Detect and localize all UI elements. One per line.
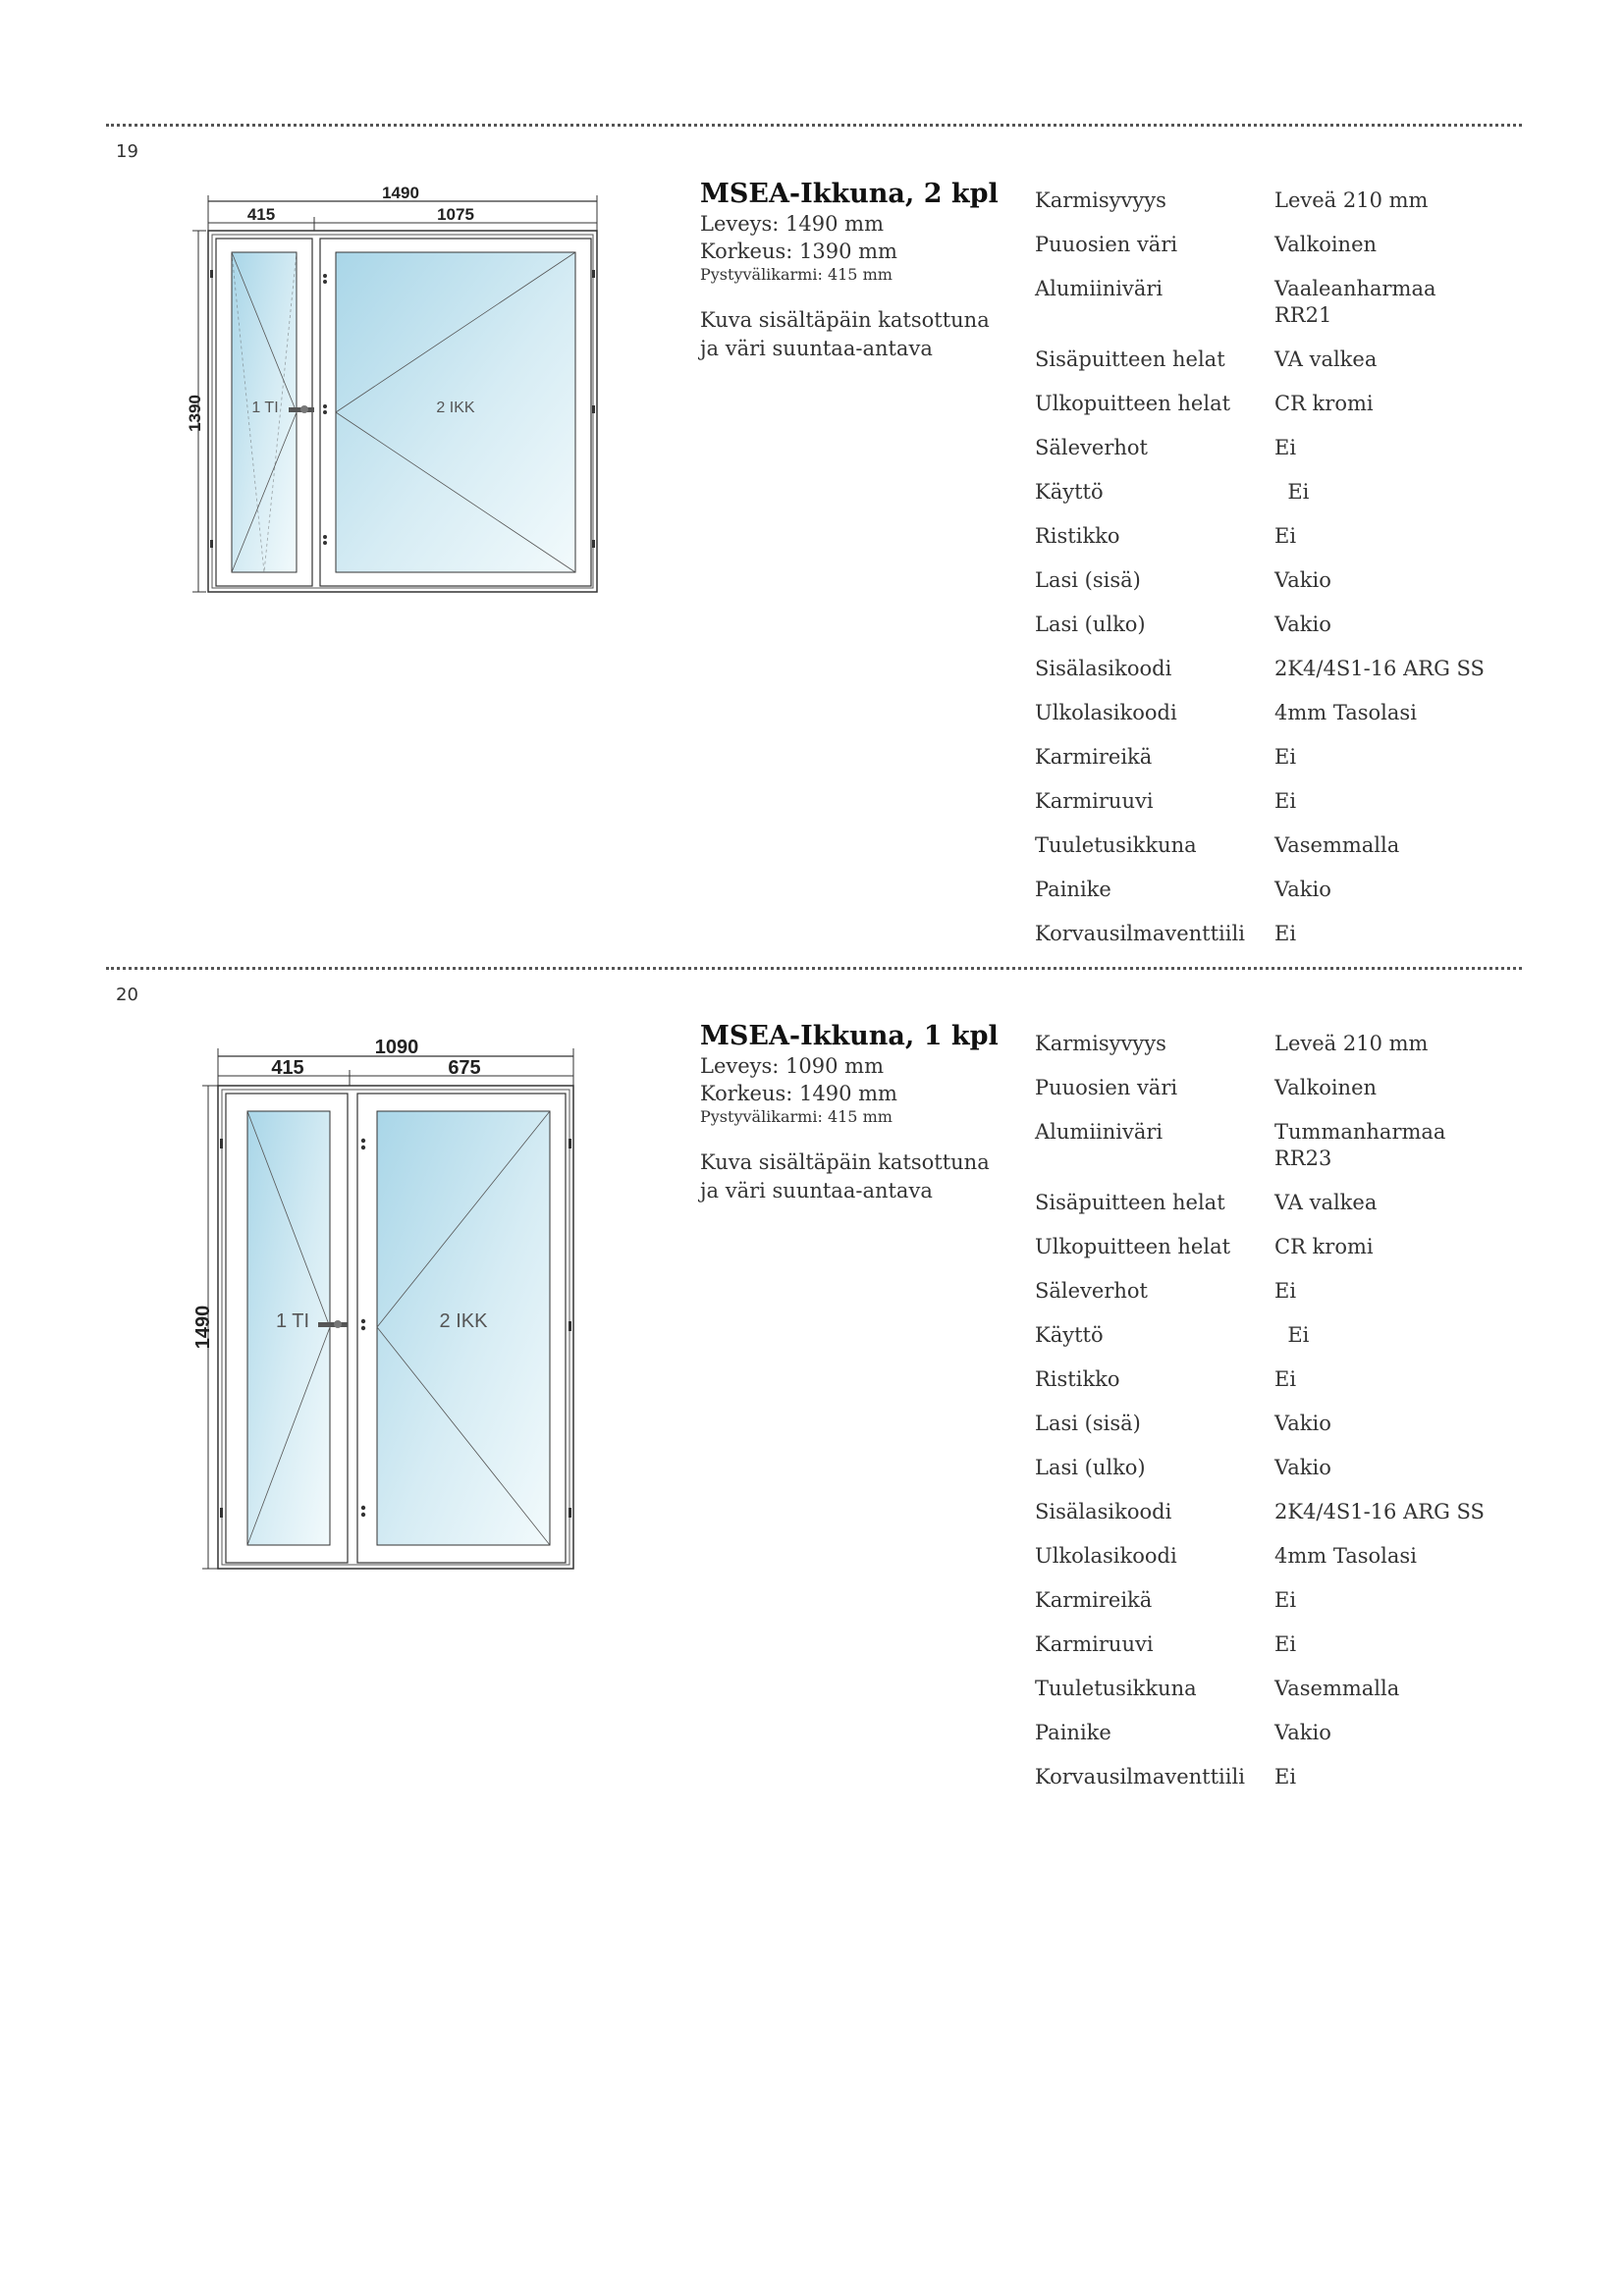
- window-drawing: [157, 182, 619, 608]
- spec-value: Ei: [1274, 922, 1297, 945]
- spec-row: [1035, 276, 1526, 329]
- item-note-line: Kuva sisältäpäin katsottuna: [700, 308, 990, 332]
- spec-key: Käyttö: [1035, 480, 1104, 504]
- spec-value: CR kromi: [1274, 392, 1374, 415]
- spec-key: Karmisyvyys: [1035, 188, 1166, 212]
- item-height: Korkeus: 1390 mm: [700, 240, 897, 263]
- spec-value: 2K4/4S1-16 ARG SS: [1274, 657, 1485, 680]
- dim-total-width: 1090: [374, 1037, 419, 1058]
- spec-row: [1035, 744, 1526, 771]
- spec-key: Tuuletusikkuna: [1035, 1677, 1197, 1700]
- spec-key: Alumiiniväri: [1035, 1120, 1164, 1144]
- spec-key: Ristikko: [1035, 524, 1120, 548]
- spec-key: Säleverhot: [1035, 1279, 1148, 1303]
- spec-row: [1035, 1278, 1526, 1305]
- spec-row: [1035, 479, 1526, 506]
- item-note-line: Kuva sisältäpäin katsottuna: [700, 1150, 990, 1174]
- spec-table: [1035, 1031, 1526, 1808]
- spec-key: Karmisyvyys: [1035, 1032, 1166, 1055]
- spec-key: Korvausilmaventtiili: [1035, 922, 1245, 945]
- spec-key: Painike: [1035, 1721, 1111, 1744]
- spec-row: [1035, 1764, 1526, 1790]
- spec-value: Vasemmalla: [1274, 833, 1400, 857]
- spec-value: Vakio: [1274, 568, 1331, 592]
- spec-row: [1035, 232, 1526, 258]
- spec-value: Vakio: [1274, 878, 1331, 901]
- spec-row: [1035, 1631, 1526, 1658]
- spec-value: Ei: [1274, 1323, 1310, 1347]
- spec-value: Leveä 210 mm: [1274, 1032, 1429, 1055]
- spec-key: Painike: [1035, 878, 1111, 901]
- spec-value: 2K4/4S1-16 ARG SS: [1274, 1500, 1485, 1523]
- separator-middle: [106, 967, 1522, 970]
- spec-value: Ei: [1274, 480, 1310, 504]
- item-mullion: Pystyvälikarmi: 415 mm: [700, 1107, 893, 1126]
- item-title: MSEA-Ikkuna, 1 kpl: [700, 1021, 999, 1051]
- item-title: MSEA-Ikkuna, 2 kpl: [700, 179, 999, 209]
- spec-key: Puuosien väri: [1035, 233, 1178, 256]
- spec-value: VA valkea: [1274, 1191, 1378, 1214]
- spec-value: Ei: [1274, 1279, 1297, 1303]
- spec-row: [1035, 1031, 1526, 1057]
- item-mullion: Pystyvälikarmi: 415 mm: [700, 265, 893, 284]
- spec-key: Sisälasikoodi: [1035, 1500, 1172, 1523]
- spec-key: Ulkolasikoodi: [1035, 701, 1177, 724]
- spec-row: [1035, 612, 1526, 638]
- window-drawing-svg: [157, 1031, 589, 1580]
- spec-value: 4mm Tasolasi: [1274, 1544, 1417, 1568]
- spec-value: Ei: [1274, 789, 1297, 813]
- spec-row: [1035, 877, 1526, 903]
- spec-key: Lasi (ulko): [1035, 1456, 1146, 1479]
- spec-key: Karmireikä: [1035, 1588, 1153, 1612]
- item-note: [700, 1148, 1014, 1205]
- spec-row: [1035, 1190, 1526, 1216]
- sash-right-label: 2 IKK: [436, 400, 475, 416]
- spec-value: Vaaleanharmaa RR21: [1274, 277, 1436, 327]
- spec-value: Ei: [1274, 1367, 1297, 1391]
- item-width: Leveys: 1490 mm: [700, 212, 885, 236]
- spec-value: Ei: [1274, 1632, 1297, 1656]
- spec-value: Ei: [1274, 436, 1297, 459]
- item-note: [700, 306, 1014, 363]
- spec-row: [1035, 1587, 1526, 1614]
- spec-value: Ei: [1274, 1588, 1297, 1612]
- spec-key: Karmiruuvi: [1035, 789, 1154, 813]
- spec-row: [1035, 435, 1526, 461]
- spec-key: Säleverhot: [1035, 436, 1148, 459]
- spec-table: [1035, 187, 1526, 965]
- window-drawing-svg: [157, 182, 619, 604]
- spec-key: Ulkopuitteen helat: [1035, 392, 1231, 415]
- sash-left-label: 1 TI: [275, 1310, 310, 1332]
- item-number: 19: [116, 141, 138, 162]
- spec-row: [1035, 700, 1526, 726]
- spec-row: [1035, 1543, 1526, 1570]
- item-number: 20: [116, 985, 138, 1005]
- spec-row: [1035, 1119, 1526, 1172]
- spec-key: Tuuletusikkuna: [1035, 833, 1197, 857]
- spec-value: Vakio: [1274, 1456, 1331, 1479]
- spec-row: [1035, 347, 1526, 373]
- spec-row: [1035, 1366, 1526, 1393]
- spec-row: [1035, 1322, 1526, 1349]
- spec-key: Lasi (sisä): [1035, 568, 1141, 592]
- item-note-line: ja väri suuntaa-antava: [700, 337, 933, 360]
- spec-value: Valkoinen: [1274, 233, 1378, 256]
- dim-left-width: 415: [246, 205, 276, 224]
- spec-key: Käyttö: [1035, 1323, 1104, 1347]
- item-description: [700, 1021, 1014, 1205]
- dim-left-width: 415: [271, 1057, 304, 1079]
- window-drawing: [157, 1031, 589, 1584]
- separator-top: [106, 124, 1522, 127]
- spec-key: Karmireikä: [1035, 745, 1153, 769]
- spec-value: 4mm Tasolasi: [1274, 701, 1417, 724]
- spec-value: Vasemmalla: [1274, 1677, 1400, 1700]
- spec-key: Sisäpuitteen helat: [1035, 347, 1225, 371]
- spec-value: Vakio: [1274, 1412, 1331, 1435]
- spec-value: Leveä 210 mm: [1274, 188, 1429, 212]
- item-height: Korkeus: 1490 mm: [700, 1082, 897, 1105]
- spec-key: Lasi (sisä): [1035, 1412, 1141, 1435]
- item-description: [700, 179, 1014, 363]
- item-width: Leveys: 1090 mm: [700, 1054, 885, 1078]
- sash-left-label: 1 TI: [251, 400, 279, 416]
- spec-value: CR kromi: [1274, 1235, 1374, 1258]
- spec-key: Karmiruuvi: [1035, 1632, 1154, 1656]
- spec-value: Ei: [1274, 524, 1297, 548]
- spec-key: Ristikko: [1035, 1367, 1120, 1391]
- spec-row: [1035, 1234, 1526, 1260]
- spec-key: Ulkopuitteen helat: [1035, 1235, 1231, 1258]
- dim-height: 1490: [192, 1305, 214, 1350]
- spec-value: Valkoinen: [1274, 1076, 1378, 1099]
- spec-value: Vakio: [1274, 1721, 1331, 1744]
- sash-right-label: 2 IKK: [439, 1310, 488, 1332]
- spec-value: Ei: [1274, 1765, 1297, 1789]
- item-note-line: ja väri suuntaa-antava: [700, 1179, 933, 1202]
- spec-row: [1035, 187, 1526, 214]
- spec-value: Tummanharmaa RR23: [1274, 1120, 1446, 1170]
- spec-row: [1035, 788, 1526, 815]
- spec-value: Vakio: [1274, 613, 1331, 636]
- dim-height: 1390: [186, 395, 204, 432]
- spec-row: [1035, 1075, 1526, 1101]
- spec-row: [1035, 832, 1526, 859]
- spec-key: Sisälasikoodi: [1035, 657, 1172, 680]
- dim-total-width: 1490: [382, 184, 419, 202]
- spec-value: Ei: [1274, 745, 1297, 769]
- spec-key: Korvausilmaventtiili: [1035, 1765, 1245, 1789]
- spec-key: Alumiiniväri: [1035, 277, 1164, 300]
- spec-row: [1035, 921, 1526, 947]
- spec-key: Lasi (ulko): [1035, 613, 1146, 636]
- spec-row: [1035, 1411, 1526, 1437]
- spec-row: [1035, 1499, 1526, 1525]
- dim-right-width: 1075: [437, 205, 474, 224]
- spec-key: Puuosien väri: [1035, 1076, 1178, 1099]
- dim-right-width: 675: [448, 1057, 481, 1079]
- spec-row: [1035, 567, 1526, 594]
- spec-value: VA valkea: [1274, 347, 1378, 371]
- spec-row: [1035, 1720, 1526, 1746]
- spec-row: [1035, 1676, 1526, 1702]
- spec-key: Ulkolasikoodi: [1035, 1544, 1177, 1568]
- spec-row: [1035, 1455, 1526, 1481]
- spec-row: [1035, 523, 1526, 550]
- spec-row: [1035, 656, 1526, 682]
- spec-key: Sisäpuitteen helat: [1035, 1191, 1225, 1214]
- spec-row: [1035, 391, 1526, 417]
